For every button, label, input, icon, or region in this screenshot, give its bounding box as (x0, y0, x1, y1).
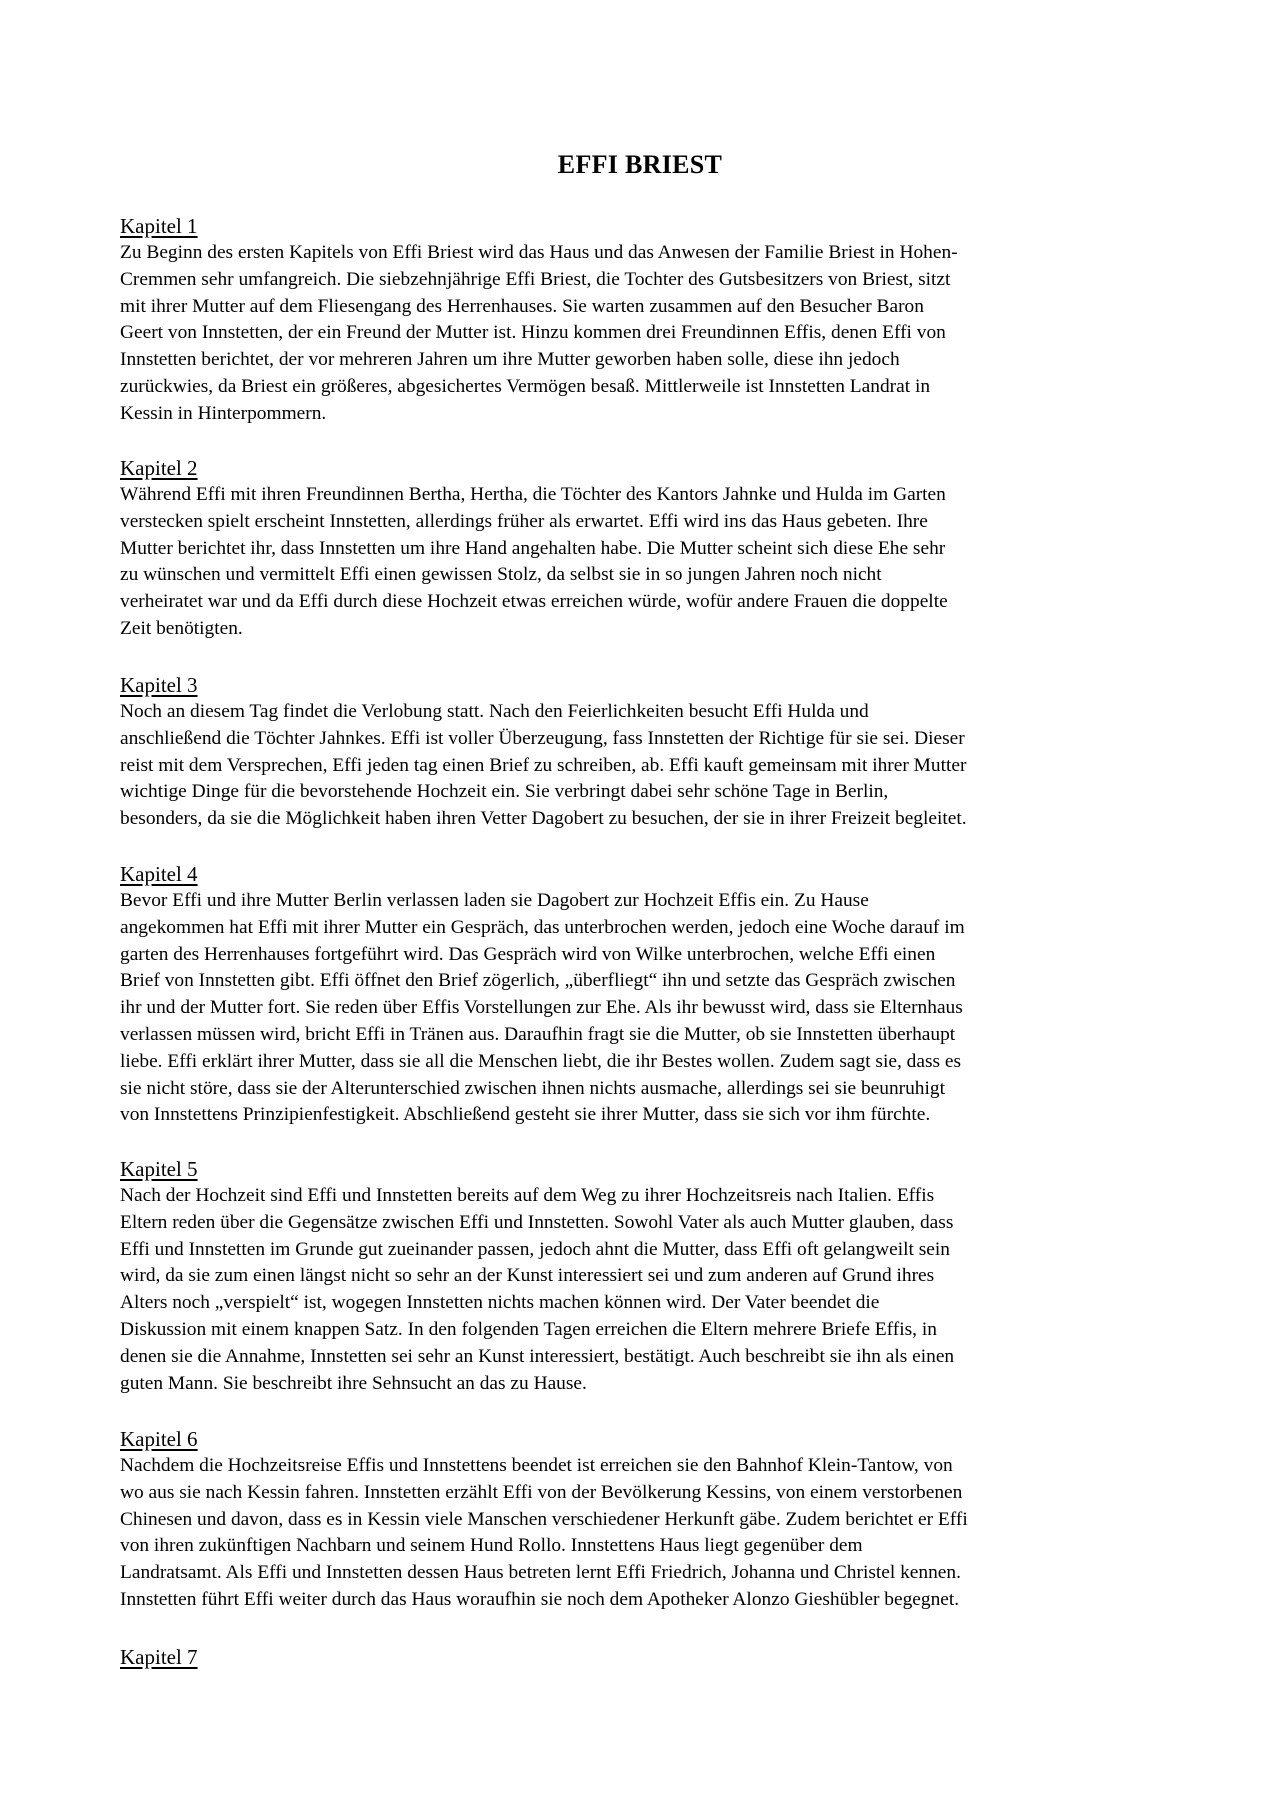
text-line: ihr und der Mutter fort. Sie reden über Effis Vorstellungen zur Ehe. Als ihr bewusst wird, dass sie Elternhaus (120, 997, 963, 1019)
chapter-text (120, 1453, 1166, 1614)
text-line: Innstetten berichtet, der vor mehreren Jahren um ihre Mutter geworben haben solle, diese ihn jedoch (120, 349, 900, 371)
text-line: guten Mann. Sie beschreibt ihre Sehnsucht an das zu Hause. (120, 1372, 587, 1394)
chapter-text (120, 482, 1166, 643)
text-line: Cremmen sehr umfangreich. Die siebzehnjährige Effi Briest, die Tochter des Gutsbesitzers von Briest, sitzt (120, 268, 951, 290)
text-line: Mutter berichtet ihr, dass Innstetten um ihre Hand angehalten habe. Die Mutter scheint sich diese Ehe sehr (120, 537, 946, 559)
text-line: Landratsamt. Als Effi und Innstetten dessen Haus betreten lernt Effi Friedrich, Johanna und Christel kennen. (120, 1562, 961, 1584)
text-line: Alters noch „verspielt“ ist, wogegen Innstetten nichts machen können wird. Der Vater beendet die (120, 1292, 880, 1314)
text-line: Diskussion mit einem knappen Satz. In den folgenden Tagen erreichen die Eltern mehrere Briefe Effis, in (120, 1318, 937, 1340)
chapter-6 (120, 1426, 1166, 1614)
chapter-heading: Kapitel 7 (120, 1645, 198, 1669)
text-line: Zu Beginn des ersten Kapitels von Effi Briest wird das Haus und das Anwesen der Familie Briest in Hohen- (120, 242, 958, 263)
text-line: Kessin in Hinterpommern. (120, 402, 327, 424)
text-line: denen sie die Annahme, Innstetten sei sehr an Kunst interessiert, bestätigt. Auch beschreibt sie ihn als einen (120, 1345, 955, 1367)
chapter-heading: Kapitel 1 (120, 214, 198, 238)
text-line: wird, da sie zum einen längst nicht so sehr an der Kunst interessiert sei und zum anderen auf Grund ihres (120, 1265, 935, 1287)
text-line: liebe. Effi erklärt ihrer Mutter, dass sie all die Menschen liebt, die ihr Bestes wollen. Zudem sagt sie, dass es (120, 1050, 962, 1072)
document-title: EFFI BRIEST (557, 150, 723, 179)
text-line: Noch an diesem Tag findet die Verlobung statt. Nach den Feierlichkeiten besucht Effi Hulda und (120, 701, 869, 722)
text-line: Brief von Innstetten gibt. Effi öffnet den Brief zögerlich, „überfliegt“ ihn und setzte das Gespräch zwischen (120, 970, 956, 992)
chapter-5 (120, 1156, 1166, 1397)
chapter-text (120, 699, 1166, 833)
text-line: Innstetten führt Effi weiter durch das Haus woraufhin sie noch dem Apotheker Alonzo Gieshübler begegnet. (120, 1588, 960, 1610)
chapter-text (120, 240, 1166, 428)
text-line: Bevor Effi und ihre Mutter Berlin verlassen laden sie Dagobert zur Hochzeit Effis ein. Zu Hause (120, 890, 869, 911)
text-line: garten des Herrenhauses fortgeführt wird. Das Gespräch wird von Wilke unterbrochen, welche Effi einen (120, 943, 936, 965)
chapter-heading: Kapitel 3 (120, 673, 198, 697)
chapter-7 (120, 1644, 1166, 1671)
text-line: von ihren zukünftigen Nachbarn und seinem Hund Rollo. Innstettens Haus liegt gegenüber dem (120, 1535, 863, 1557)
text-line: Nachdem die Hochzeitsreise Effis und Innstettens beendet ist erreichen sie den Bahnhof Klein-Tantow, von (120, 1455, 953, 1476)
text-line: reist mit dem Versprechen, Effi jeden tag einen Brief zu schreiben, ab. Effi kauft gemeinsam mit ihrer Mutter (120, 754, 967, 776)
text-line: Während Effi mit ihren Freundinnen Bertha, Hertha, die Töchter des Kantors Jahnke und Hulda im Garten (120, 484, 946, 505)
text-line: anschließend die Töchter Jahnkes. Effi ist voller Überzeugung, fass Innstetten der Richtige für sie sei. Dieser (120, 727, 965, 749)
text-line: Zeit benötigten. (120, 617, 243, 639)
chapter-text (120, 1183, 1166, 1397)
text-line: zu wünschen und vermittelt Effi einen gewissen Stolz, da selbst sie in so jungen Jahren noch nicht (120, 564, 882, 586)
text-line: wo aus sie nach Kessin fahren. Innstetten erzählt Effi von der Bevölkerung Kessins, von einem verstorbenen (120, 1481, 963, 1503)
chapter-4 (120, 861, 1166, 1129)
text-line: zurückwies, da Briest ein größeres, abgesichertes Vermögen besaß. Mittlerweile ist Innstetten Landrat in (120, 375, 931, 397)
text-line: wichtige Dinge für die bevorstehende Hochzeit ein. Sie verbringt dabei sehr schöne Tage in Berlin, (120, 781, 889, 803)
chapter-heading: Kapitel 6 (120, 1427, 198, 1451)
text-line: Chinesen und davon, dass es in Kessin viele Manschen verschiedener Herkunft gäbe. Zudem berichtet er Effi (120, 1508, 968, 1530)
text-line: verlassen müssen wird, bricht Effi in Tränen aus. Daraufhin fragt sie die Mutter, ob sie Innstetten überhaupt (120, 1023, 956, 1045)
chapter-3 (120, 672, 1166, 833)
text-line: besonders, da sie die Möglichkeit haben ihren Vetter Dagobert zu besuchen, der sie in ihrer Freizeit begleitet. (120, 808, 967, 830)
text-line: von Innstettens Prinzipienfestigkeit. Abschließend gesteht sie ihrer Mutter, dass sie sich vor ihm fürchte. (120, 1104, 931, 1126)
chapter-heading: Kapitel 2 (120, 456, 198, 480)
text-line: Nach der Hochzeit sind Effi und Innstetten bereits auf dem Weg zu ihrer Hochzeitsreis nach Italien. Effis (120, 1185, 935, 1206)
chapter-text (120, 888, 1166, 1129)
chapter-2 (120, 455, 1166, 643)
text-line: sie nicht störe, dass sie der Alterunterschied zwischen ihnen nichts ausmache, allerdings sei sie beunruhigt (120, 1077, 945, 1099)
chapter-heading: Kapitel 4 (120, 862, 198, 886)
chapter-1 (120, 213, 1166, 428)
chapter-heading: Kapitel 5 (120, 1157, 198, 1181)
text-line: angekommen hat Effi mit ihrer Mutter ein Gespräch, das unterbrochen werden, jedoch eine Woche darauf im (120, 916, 965, 938)
text-line: mit ihrer Mutter auf dem Fliesengang des Herrenhauses. Sie warten zusammen auf den Besucher Baron (120, 295, 924, 317)
text-line: verheiratet war und da Effi durch diese Hochzeit etwas erreichen würde, wofür andere Frauen die doppelte (120, 591, 948, 613)
text-line: Eltern reden über die Gegensätze zwischen Effi und Innstetten. Sowohl Vater als auch Mutter glauben, dass (120, 1211, 954, 1233)
text-line: Geert von Innstetten, der ein Freund der Mutter ist. Hinzu kommen drei Freundinnen Effis, denen Effi von (120, 322, 946, 344)
text-line: Effi und Innstetten im Grunde gut zueinander passen, jedoch ahnt die Mutter, dass Effi oft gelangweilt sein (120, 1238, 950, 1260)
text-line: verstecken spielt erscheint Innstetten, allerdings früher als erwartet. Effi wird ins das Haus gebeten. Ihre (120, 510, 928, 532)
